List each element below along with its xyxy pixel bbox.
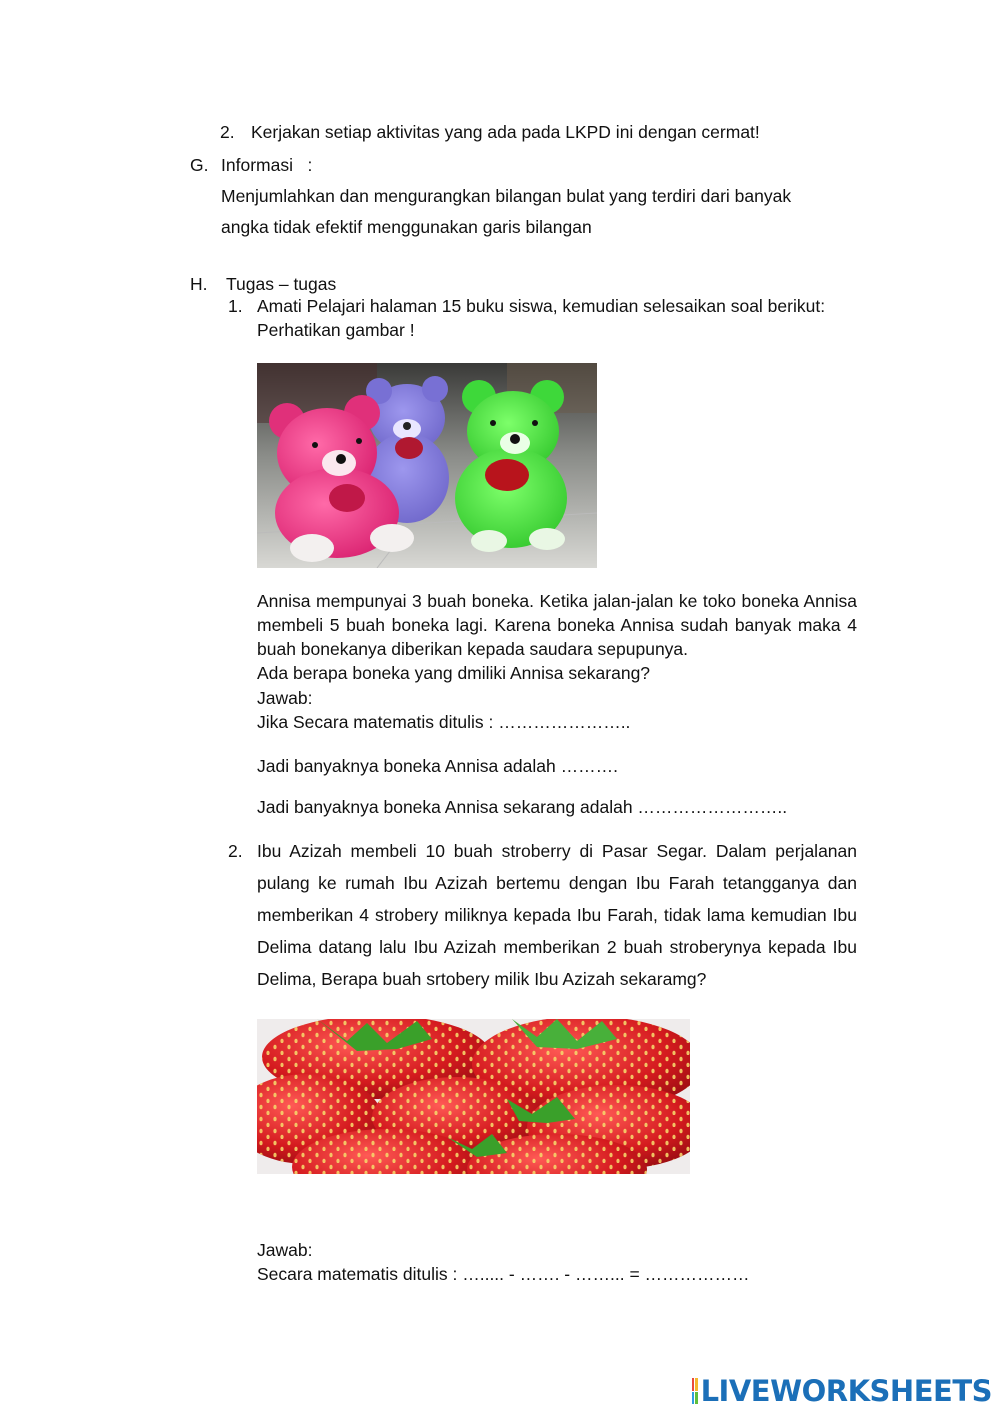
teddy-bears-image: [257, 363, 597, 568]
task-2-paragraph: Ibu Azizah membeli 10 buah stroberry di Pasar Segar. Dalam perjalanan pulang ke rumah Ibu Azizah bertemu dengan Ibu Farah tetangganya dan memberikan 4 strobery miliknya kepada Ibu Farah, tidak lama kemudian Ibu Delima datang lalu Ibu Azizah memberikan 2 buah stroberynya kepada Ibu Delima, Berapa buah srtobery milik Ibu Azizah sekaramg?: [257, 841, 857, 989]
info-line-2: angka tidak efektif menggunakan garis bilangan: [221, 217, 592, 237]
instruction-text: Kerjakan setiap aktivitas yang ada pada LKPD ini dengan cermat!: [251, 122, 760, 142]
task-1-answer-label: Jawab:: [257, 688, 313, 708]
task-1-result-line-1[interactable]: Jadi banyaknya boneka Annisa adalah ……….: [257, 756, 618, 776]
section-title-informasi: Informasi :: [221, 155, 313, 175]
liveworksheets-brand-text: LIVEWORKSHEETS: [700, 1374, 992, 1408]
task-1-question: Ada berapa boneka yang dmiliki Annisa sekarang?: [257, 663, 651, 683]
task-1-result-line-2[interactable]: Jadi banyaknya boneka Annisa sekarang adalah ……………………..: [257, 797, 788, 817]
section-title-tugas: Tugas – tugas: [226, 274, 337, 294]
task-2-answer-label: Jawab:: [257, 1240, 313, 1260]
task-1-number: 1.: [228, 296, 243, 316]
strawberries-image: [257, 1019, 690, 1174]
task-1-line-2: Perhatikan gambar !: [257, 320, 415, 340]
task-2-math-line[interactable]: Secara matematis ditulis : …..... - ……. - ……... = ………………: [257, 1264, 750, 1284]
liveworksheets-mark-icon: [692, 1378, 698, 1404]
task-2-number: 2.: [228, 841, 243, 861]
info-line-1: Menjumlahkan dan mengurangkan bilangan bulat yang terdiri dari banyak: [221, 186, 792, 206]
task-1-math-line[interactable]: Jika Secara matematis ditulis : …………………..: [257, 712, 631, 732]
item-number: 2.: [220, 122, 235, 142]
section-letter-h: H.: [190, 274, 208, 294]
liveworksheets-logo: [692, 1374, 992, 1408]
task-1-paragraph: Annisa mempunyai 3 buah boneka. Ketika jalan-jalan ke toko boneka Annisa membeli 5 buah boneka lagi. Karena boneka Annisa sudah banyak maka 4 buah bonekanya diberikan kepada saudara sepupunya.: [257, 591, 857, 659]
task-1-line-1: Amati Pelajari halaman 15 buku siswa, kemudian selesaikan soal berikut:: [257, 296, 826, 316]
section-letter-g: G.: [190, 155, 209, 175]
